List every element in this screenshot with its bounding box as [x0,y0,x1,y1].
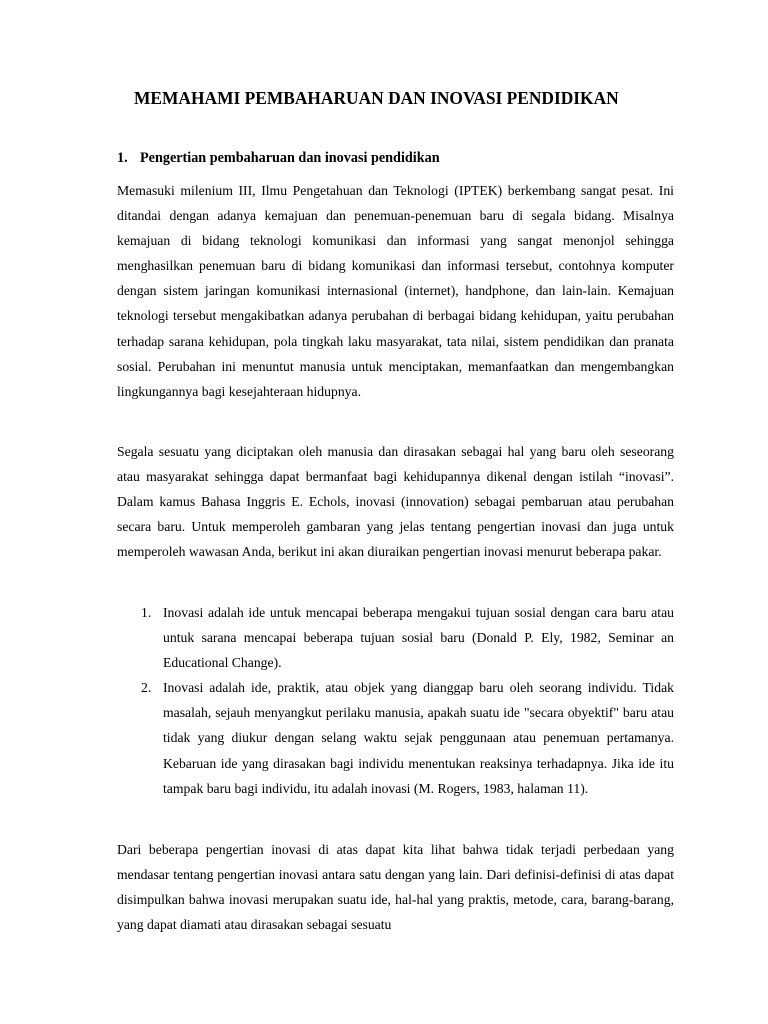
section-heading-text: Pengertian pembaharuan dan inovasi pendidikan [140,150,440,166]
list-item-marker: 2. [141,680,152,696]
expert-definitions-list [141,600,674,801]
paragraph-conclusion: Dari beberapa pengertian inovasi di atas dapat kita lihat bahwa tidak terjadi perbedaan yang mendasar tentang pengertian inovasi antara satu dengan yang lain. Dari definisi-definisi di atas dapat disimpulkan bahwa inovasi merupakan suatu ide, hal-hal yang praktis, metode, cara, barang-barang, yang dapat diamati atau dirasakan sebagai sesuatu [117,842,674,933]
section-number: 1. [117,150,128,166]
list-item-text: Inovasi adalah ide, praktik, atau objek yang dianggap baru oleh seorang individu. Tidak masalah, sejauh menyangkut perilaku manusia, apakah suatu ide "secara obyektif" baru atau tidak yang diukur dengan selang waktu sejak penggunaan atau penemuan pertamanya. Kebaruan ide yang dirasakan bagi individu menentukan reaksinya terhadapnya. Jika ide itu tampak baru bagi individu, itu adalah inovasi (M. Rogers, 1983, halaman 11). [163,680,674,796]
document-title: MEMAHAMI PEMBAHARUAN DAN INOVASI PENDIDIKAN [134,88,619,108]
list-item [141,600,674,675]
paragraph-intro: Memasuki milenium III, Ilmu Pengetahuan dan Teknologi (IPTEK) berkembang sangat pesat. Ini ditandai dengan adanya kemajuan dan penemuan-penemuan baru di segala bidang. Misalnya kemajuan di bidang teknologi komunikasi dan informasi yang sangat menonjol sehingga menghasilkan penemuan baru di bidang komunikasi dan informasi tersebut, contohnya komputer dengan sistem jaringan komunikasi internasional (internet), handphone, dan lain-lain. Kemajuan teknologi tersebut mengakibatkan adanya perubahan di berbagai bidang kehidupan, yaitu perubahan terhadap sarana kehidupan, pola tingkah laku masyarakat, tata nilai, sistem pendidikan dan pranata sosial. Perubahan ini menuntut manusia untuk menciptakan, memanfaatkan dan mengembangkan lingkungannya bagi kesejahteraan hidupnya. [117,183,674,399]
list-item-marker: 1. [141,605,152,620]
section-heading [117,148,440,168]
list-item-text: Inovasi adalah ide untuk mencapai beberapa mengakui tujuan sosial dengan cara baru atau untuk sarana mencapai beberapa tujuan sosial baru (Donald P. Ely, 1982, Seminar an Educational Change). [163,605,674,671]
paragraph-inovasi-definition: Segala sesuatu yang diciptakan oleh manusia dan dirasakan sebagai hal yang baru oleh seseorang atau masyarakat sehingga dapat bermanfaat bagi kehidupannya dikenal dengan istilah “inovasi”. Dalam kamus Bahasa Inggris E. Echols, inovasi (innovation) sebagai pembaruan atau perubahan secara baru. Untuk memperoleh gambaran yang jelas tentang pengertian inovasi dan juga untuk memperoleh wawasan Anda, berikut ini akan diuraikan pengertian inovasi menurut beberapa pakar. [117,444,674,560]
list-item [141,675,674,800]
